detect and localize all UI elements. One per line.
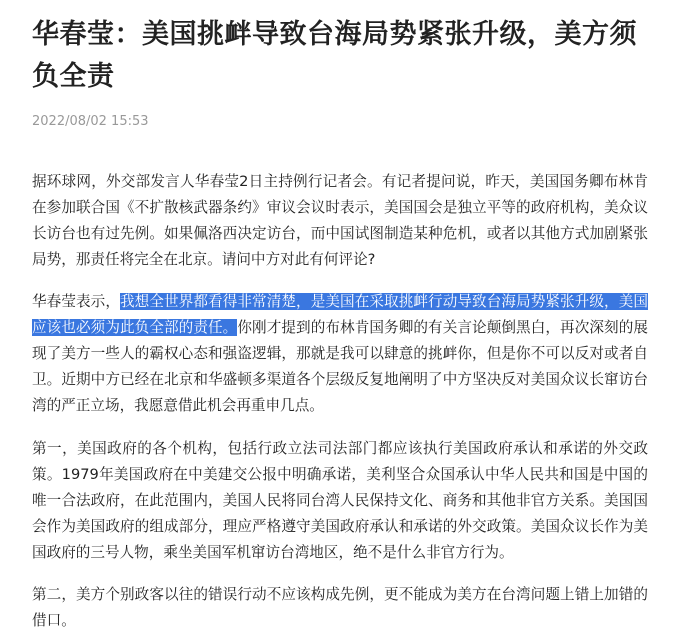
- paragraph-4-text: 第二，美方个别政客以往的错误行动不应该构成先例，更不能成为美方在台湾问题上错上加错的借口。: [32, 586, 648, 629]
- paragraph-4: [32, 582, 648, 634]
- paragraph-2-text-after: 你刚才提到的布林肯国务卿的有关言论颠倒黑白，再次深刻的展现了美方一些人的霸权心态和强盗逻辑，那就是我可以肆意的挑衅你，但是你不可以反对或者自卫。近期中方已经在北京和华盛顿多渠道各个层级反复地阐明了中方坚决反对美国众议长窜访台湾的严正立场，我愿意借此机会再重申几点。: [32, 319, 648, 414]
- paragraph-1-text: 据环球网，外交部发言人华春莹2日主持例行记者会。有记者提问说，昨天，美国国务卿布林肯在参加联合国《不扩散核武器条约》审议会议时表示，美国国会是独立平等的政府机构，美众议长访台也有过先例。如果佩洛西决定访台，而中国试图制造某种危机，或者以其他方式加剧紧张局势，那责任将完全在北京。请问中方对此有何评论?: [32, 173, 648, 268]
- selected-text-highlight[interactable]: 我想全世界都看得非常清楚，是美国在采取挑衅行动导致台海局势紧张升级，美国应该也必须为此负全部的责任。: [32, 293, 648, 336]
- article-title: 华春莹：美国挑衅导致台海局势紧张升级，美方须负全责: [32, 19, 637, 92]
- paragraph-1: [32, 169, 648, 273]
- publish-date: 2022/08/02 15:53: [32, 114, 149, 129]
- paragraph-3: [32, 436, 648, 566]
- paragraph-2-text-before: 华春莹表示，: [32, 293, 121, 310]
- paragraph-3-text: 第一，美国政府的各个机构，包括行政立法司法部门都应该执行美国政府承认和承诺的外交政策。1979年美国政府在中美建交公报中明确承诺，美利坚合众国承认中华人民共和国是中国的唯一合法政府，在此范围内，美国人民将同台湾人民保持文化、商务和其他非官方关系。美国国会作为美国政府的组成部分，理应严格遵守美国政府承认和承诺的外交政策。美国众议长作为美国政府的三号人物，乘坐美国军机窜访台湾地区，绝不是什么非官方行为。: [32, 440, 648, 561]
- paragraph-2: [32, 289, 648, 419]
